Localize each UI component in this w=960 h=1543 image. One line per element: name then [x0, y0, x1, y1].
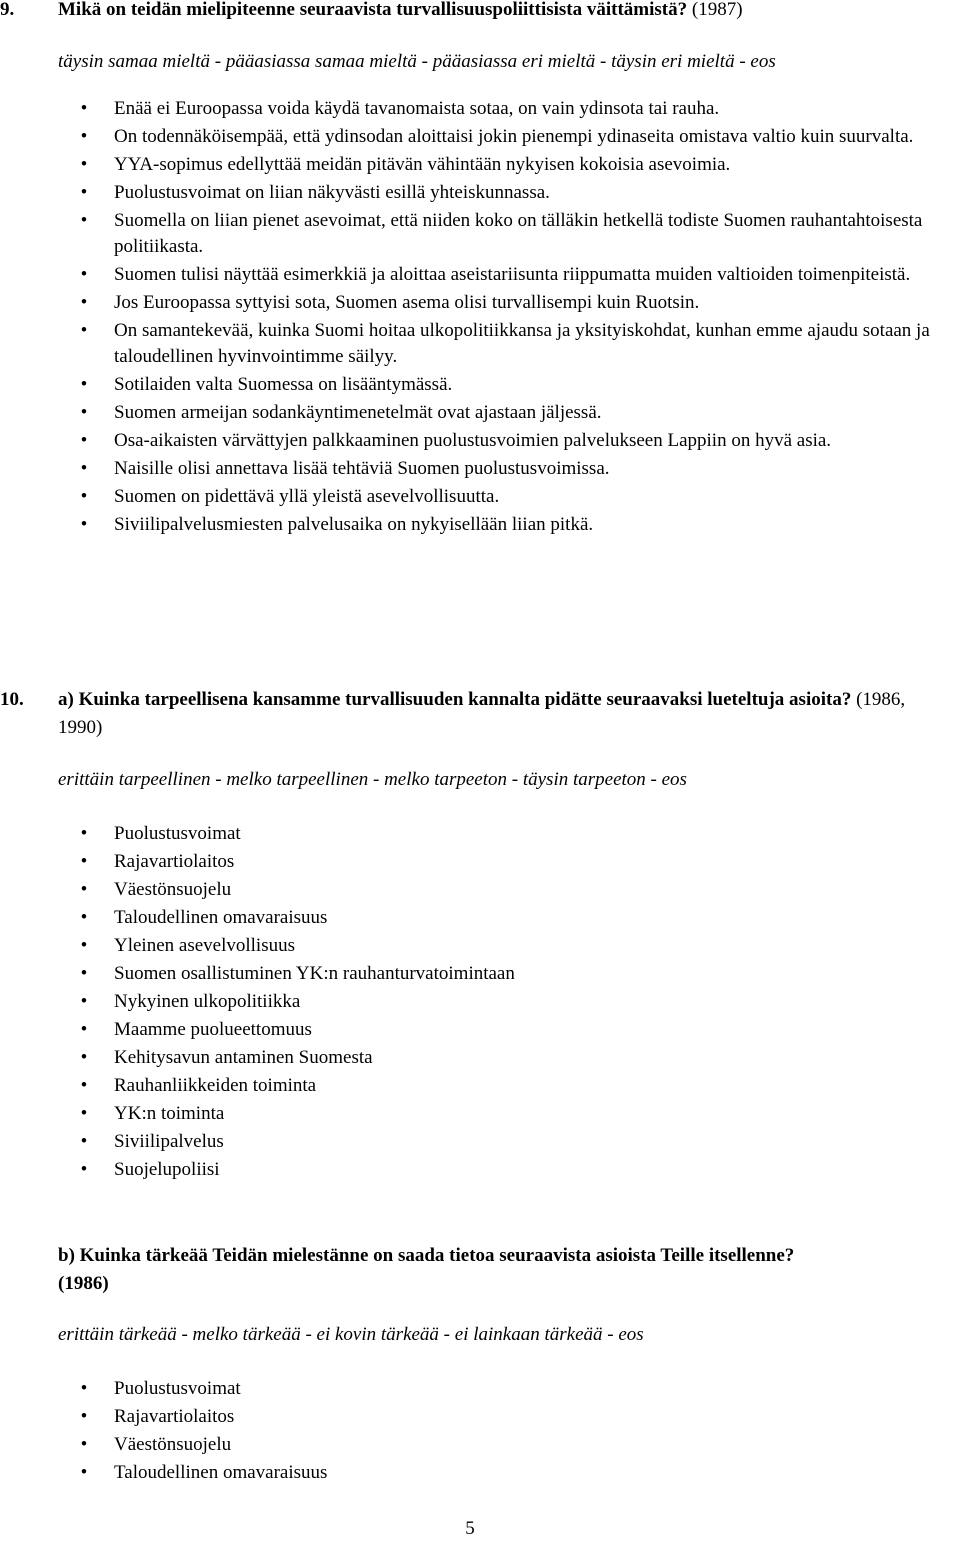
bullet-icon: • — [80, 991, 88, 1012]
list-item: • Väestönsuojelu — [0, 1431, 946, 1459]
list-item: • Rajavartiolaitos — [0, 848, 946, 876]
question-9-heading — [0, 0, 952, 24]
item-list-10a — [0, 820, 946, 1184]
question-10b-heading — [58, 1242, 956, 1298]
bullet-icon: • — [80, 935, 88, 956]
bullet-icon: • — [80, 1434, 88, 1455]
bullet-icon: • — [80, 1019, 88, 1040]
list-item: • Taloudellinen omavaraisuus — [0, 1459, 946, 1487]
list-item: • Taloudellinen omavaraisuus — [0, 904, 946, 932]
bullet-icon: • — [80, 458, 88, 479]
question-year: (1987) — [691, 0, 743, 20]
question-title: Mikä on teidän mielipiteenne seuraavista turvallisuuspoliittisista väittämistä? — [58, 0, 688, 20]
list-item: • Maamme puolueettomuus — [0, 1016, 946, 1044]
list-item: • Puolustusvoimat on liian näkyvästi esillä yhteiskunnassa. — [0, 180, 946, 206]
answer-scale: erittäin tärkeää - melko tärkeää - ei kovin tärkeää - ei lainkaan tärkeää - eos — [58, 1324, 644, 1345]
bullet-icon: • — [80, 402, 88, 423]
question-10-heading — [0, 686, 952, 742]
bullet-icon: • — [80, 1131, 88, 1152]
list-item: • On todennäköisempää, että ydinsodan aloittaisi jokin pienempi ydinaseita omistava valtio kuin suurvalta. — [0, 124, 946, 150]
bullet-icon: • — [80, 320, 88, 341]
bullet-icon: • — [80, 1462, 88, 1483]
list-item: • Suomella on liian pienet asevoimat, että niiden koko on tälläkin hetkellä todiste Suomen rauhantahtoisesta politiikasta. — [0, 208, 946, 260]
answer-scale: täysin samaa mieltä - pääasiassa samaa mieltä - pääasiassa eri mieltä - täysin eri mieltä - eos — [58, 51, 776, 72]
page-number: 5 — [465, 1518, 475, 1539]
list-item: • Suomen on pidettävä yllä yleistä asevelvollisuutta. — [0, 484, 946, 510]
bullet-icon: • — [80, 154, 88, 175]
question-title: b) Kuinka tärkeää Teidän mielestänne on saada tietoa seuraavista asioista Teille itsellenne? — [58, 1245, 795, 1266]
list-item: • Suojelupoliisi — [0, 1156, 946, 1184]
list-item: • Sotilaiden valta Suomessa on lisääntymässä. — [0, 372, 946, 398]
bullet-icon: • — [80, 1047, 88, 1068]
item-list-10b — [0, 1375, 946, 1487]
list-item: • Jos Euroopassa syttyisi sota, Suomen asema olisi turvallisempi kuin Ruotsin. — [0, 290, 946, 316]
bullet-icon: • — [80, 486, 88, 507]
list-item: • YYA-sopimus edellyttää meidän pitävän vähintään nykyisen kokoisia asevoimia. — [0, 152, 946, 178]
question-year: (1986, 1990) — [58, 689, 906, 738]
list-item: • Nykyinen ulkopolitiikka — [0, 988, 946, 1016]
bullet-icon: • — [80, 1075, 88, 1096]
bullet-icon: • — [80, 851, 88, 872]
bullet-icon: • — [80, 1159, 88, 1180]
bullet-icon: • — [80, 1406, 88, 1427]
bullet-icon: • — [80, 126, 88, 147]
list-item: • On samantekevää, kuinka Suomi hoitaa ulkopolitiikkansa ja yksityiskohdat, kunhan emme ajaudu sotaan ja taloudellinen hyvinvointimme säilyy. — [0, 318, 946, 370]
list-item: • Yleinen asevelvollisuus — [0, 932, 946, 960]
bullet-icon: • — [80, 430, 88, 451]
bullet-icon: • — [80, 98, 88, 119]
bullet-icon: • — [80, 1378, 88, 1399]
list-item: • Osa-aikaisten värvättyjen palkkaaminen puolustusvoimien palvelukseen Lappiin on hyvä asia. — [0, 428, 946, 454]
bullet-icon: • — [80, 879, 88, 900]
list-item: • Siviilipalvelus — [0, 1128, 946, 1156]
question-text — [58, 686, 952, 742]
question-text — [58, 0, 952, 24]
question-year: (1986) — [58, 1273, 109, 1294]
bullet-icon: • — [80, 963, 88, 984]
question-number: 10. — [0, 689, 24, 710]
bullet-icon: • — [80, 292, 88, 313]
answer-scale: erittäin tarpeellinen - melko tarpeellinen - melko tarpeeton - täysin tarpeeton - eos — [58, 769, 687, 790]
list-item: • Suomen armeijan sodankäyntimenetelmät ovat ajastaan jäljessä. — [0, 400, 946, 426]
question-number: 9. — [0, 0, 15, 20]
list-item: • Kehitysavun antaminen Suomesta — [0, 1044, 946, 1072]
bullet-icon: • — [80, 210, 88, 231]
question-title: a) Kuinka tarpeellisena kansamme turvallisuuden kannalta pidätte seuraavaksi lueteltuja asioita? — [58, 689, 852, 710]
list-item: • Rauhanliikkeiden toiminta — [0, 1072, 946, 1100]
list-item: • YK:n toiminta — [0, 1100, 946, 1128]
list-item: • Suomen tulisi näyttää esimerkkiä ja aloittaa aseistariisunta riippumatta muiden valtioiden toimenpiteistä. — [0, 262, 946, 288]
bullet-icon: • — [80, 374, 88, 395]
statement-list — [0, 96, 946, 540]
bullet-icon: • — [80, 907, 88, 928]
bullet-icon: • — [80, 182, 88, 203]
bullet-icon: • — [80, 1103, 88, 1124]
list-item: • Puolustusvoimat — [0, 820, 946, 848]
bullet-icon: • — [80, 264, 88, 285]
bullet-icon: • — [80, 823, 88, 844]
list-item: • Siviilipalvelusmiesten palvelusaika on nykyisellään liian pitkä. — [0, 512, 946, 538]
bullet-icon: • — [80, 514, 88, 535]
list-item: • Enää ei Euroopassa voida käydä tavanomaista sotaa, on vain ydinsota tai rauha. — [0, 96, 946, 122]
list-item: • Puolustusvoimat — [0, 1375, 946, 1403]
list-item: • Suomen osallistuminen YK:n rauhanturvatoimintaan — [0, 960, 946, 988]
list-item: • Naisille olisi annettava lisää tehtäviä Suomen puolustusvoimissa. — [0, 456, 946, 482]
list-item: • Rajavartiolaitos — [0, 1403, 946, 1431]
list-item: • Väestönsuojelu — [0, 876, 946, 904]
